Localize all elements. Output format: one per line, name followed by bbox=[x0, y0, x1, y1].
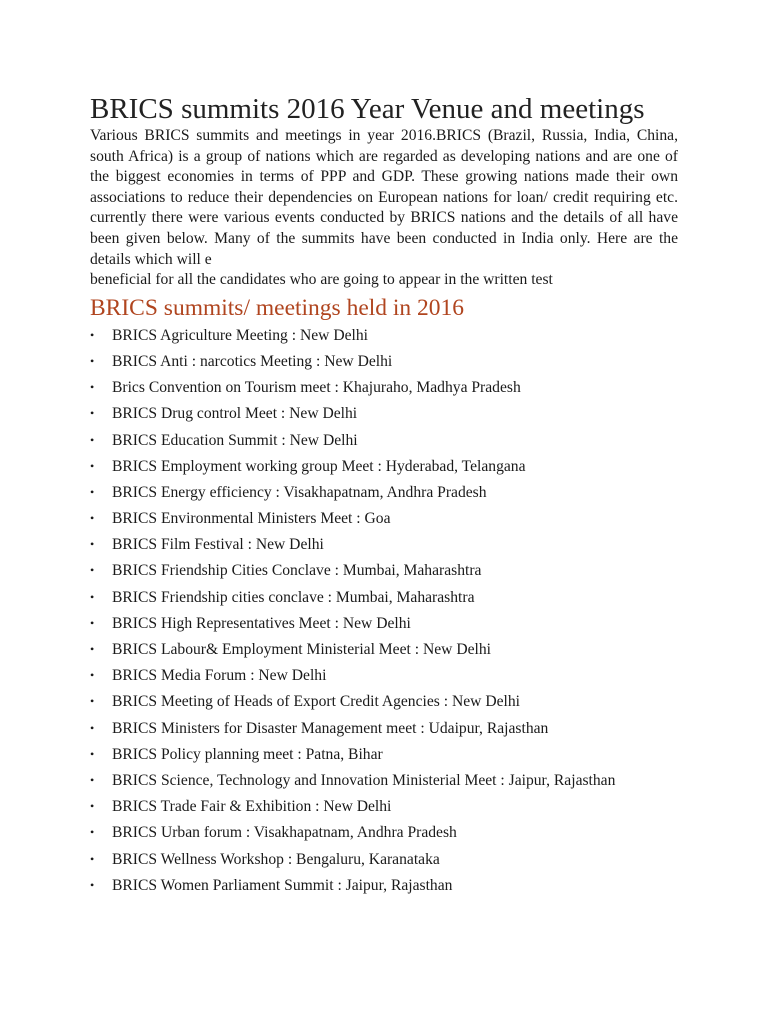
bullet-icon: • bbox=[90, 406, 95, 421]
list-item bbox=[90, 665, 678, 686]
list-item bbox=[90, 822, 678, 843]
bullet-icon: • bbox=[90, 877, 95, 892]
list-item bbox=[90, 587, 678, 608]
bullet-icon: • bbox=[90, 772, 95, 787]
list-item-text: BRICS Energy efficiency : Visakhapatnam, Andhra Pradesh bbox=[112, 483, 487, 501]
list-item-text: BRICS Ministers for Disaster Management meet : Udaipur, Rajasthan bbox=[112, 719, 549, 737]
list-item bbox=[90, 351, 678, 372]
list-item bbox=[90, 430, 678, 451]
list-item-text: BRICS Urban forum : Visakhapatnam, Andhra Pradesh bbox=[112, 824, 457, 842]
list-item-text: BRICS Friendship Cities Conclave : Mumbai, Maharashtra bbox=[112, 562, 482, 580]
list-item bbox=[90, 508, 678, 529]
bullet-icon: • bbox=[90, 563, 95, 578]
bullet-icon: • bbox=[90, 537, 95, 552]
intro-text: Various BRICS summits and meetings in year 2016.BRICS (Brazil, Russia, India, China, south Africa) is a group of nations which are regarded as developing nations and are one of the biggest economies in terms of PPP and GDP. These growing nations made their own associations to reduce their dependencies on European nations for loan/ credit requiring etc. currently there were various events conducted by BRICS nations and the details of all have been given below. Many of the summits have been conducted in India only. Here are the details which will e bbox=[90, 127, 678, 268]
meetings-list bbox=[90, 325, 678, 896]
bullet-icon: • bbox=[90, 458, 95, 473]
bullet-icon: • bbox=[90, 746, 95, 761]
list-item bbox=[90, 456, 678, 477]
bullet-icon: • bbox=[90, 720, 95, 735]
list-item-text: BRICS Friendship cities conclave : Mumbai, Maharashtra bbox=[112, 588, 475, 606]
list-item-text: BRICS Labour& Employment Ministerial Meet : New Delhi bbox=[112, 641, 491, 658]
list-item bbox=[90, 482, 678, 503]
list-item bbox=[90, 377, 678, 398]
list-item-text: BRICS Agriculture Meeting : New Delhi bbox=[112, 326, 368, 344]
section-heading: BRICS summits/ meetings held in 2016 bbox=[90, 294, 465, 321]
bullet-icon: • bbox=[90, 694, 95, 709]
bullet-icon: • bbox=[90, 799, 95, 814]
list-item-text: Brics Convention on Tourism meet : Khajuraho, Madhya Pradesh bbox=[112, 379, 521, 397]
list-item bbox=[90, 691, 678, 712]
list-item-text: BRICS Science, Technology and Innovation Ministerial Meet : Jaipur, Rajasthan bbox=[112, 771, 616, 789]
intro-paragraph bbox=[90, 126, 678, 291]
list-item bbox=[90, 875, 678, 896]
list-item bbox=[90, 560, 678, 581]
list-item bbox=[90, 403, 678, 424]
list-item bbox=[90, 325, 678, 346]
document-page bbox=[90, 92, 678, 901]
bullet-icon: • bbox=[90, 432, 95, 447]
list-item-text: BRICS Trade Fair & Exhibition : New Delhi bbox=[112, 798, 392, 816]
list-item-text: BRICS Women Parliament Summit : Jaipur, Rajasthan bbox=[112, 876, 453, 894]
list-item bbox=[90, 744, 678, 765]
bullet-icon: • bbox=[90, 851, 95, 866]
list-item-text: BRICS Meeting of Heads of Export Credit Agencies : New Delhi bbox=[112, 693, 520, 711]
bullet-icon: • bbox=[90, 615, 95, 630]
bullet-icon: • bbox=[90, 353, 95, 368]
list-item-text: BRICS High Representatives Meet : New Delhi bbox=[112, 614, 411, 632]
list-item-text: BRICS Education Summit : New Delhi bbox=[112, 431, 358, 449]
list-item bbox=[90, 534, 678, 555]
bullet-icon: • bbox=[90, 825, 95, 840]
list-item bbox=[90, 796, 678, 817]
list-item bbox=[90, 770, 678, 791]
list-item-text: BRICS Wellness Workshop : Bengaluru, Karanataka bbox=[112, 850, 440, 868]
bullet-icon: • bbox=[90, 642, 95, 656]
list-item-text: BRICS Policy planning meet : Patna, Bihar bbox=[112, 745, 383, 763]
bullet-icon: • bbox=[90, 589, 95, 604]
list-item bbox=[90, 613, 678, 634]
list-item-text: BRICS Anti : narcotics Meeting : New Delhi bbox=[112, 352, 393, 370]
bullet-icon: • bbox=[90, 380, 95, 395]
list-item-text: BRICS Employment working group Meet : Hyderabad, Telangana bbox=[112, 457, 526, 475]
list-item-text: BRICS Drug control Meet : New Delhi bbox=[112, 405, 358, 423]
bullet-icon: • bbox=[90, 511, 95, 526]
list-item bbox=[90, 639, 678, 660]
bullet-icon: • bbox=[90, 484, 95, 499]
intro-last-line: beneficial for all the candidates who are going to appear in the written test bbox=[90, 271, 553, 289]
bullet-icon: • bbox=[90, 668, 95, 683]
bullet-icon: • bbox=[90, 327, 95, 342]
list-item-text: BRICS Film Festival : New Delhi bbox=[112, 536, 324, 554]
list-item bbox=[90, 718, 678, 739]
page-title: BRICS summits 2016 Year Venue and meetings bbox=[90, 93, 645, 125]
list-item bbox=[90, 849, 678, 870]
list-item-text: BRICS Media Forum : New Delhi bbox=[112, 667, 327, 685]
list-item-text: BRICS Environmental Ministers Meet : Goa bbox=[112, 510, 391, 528]
